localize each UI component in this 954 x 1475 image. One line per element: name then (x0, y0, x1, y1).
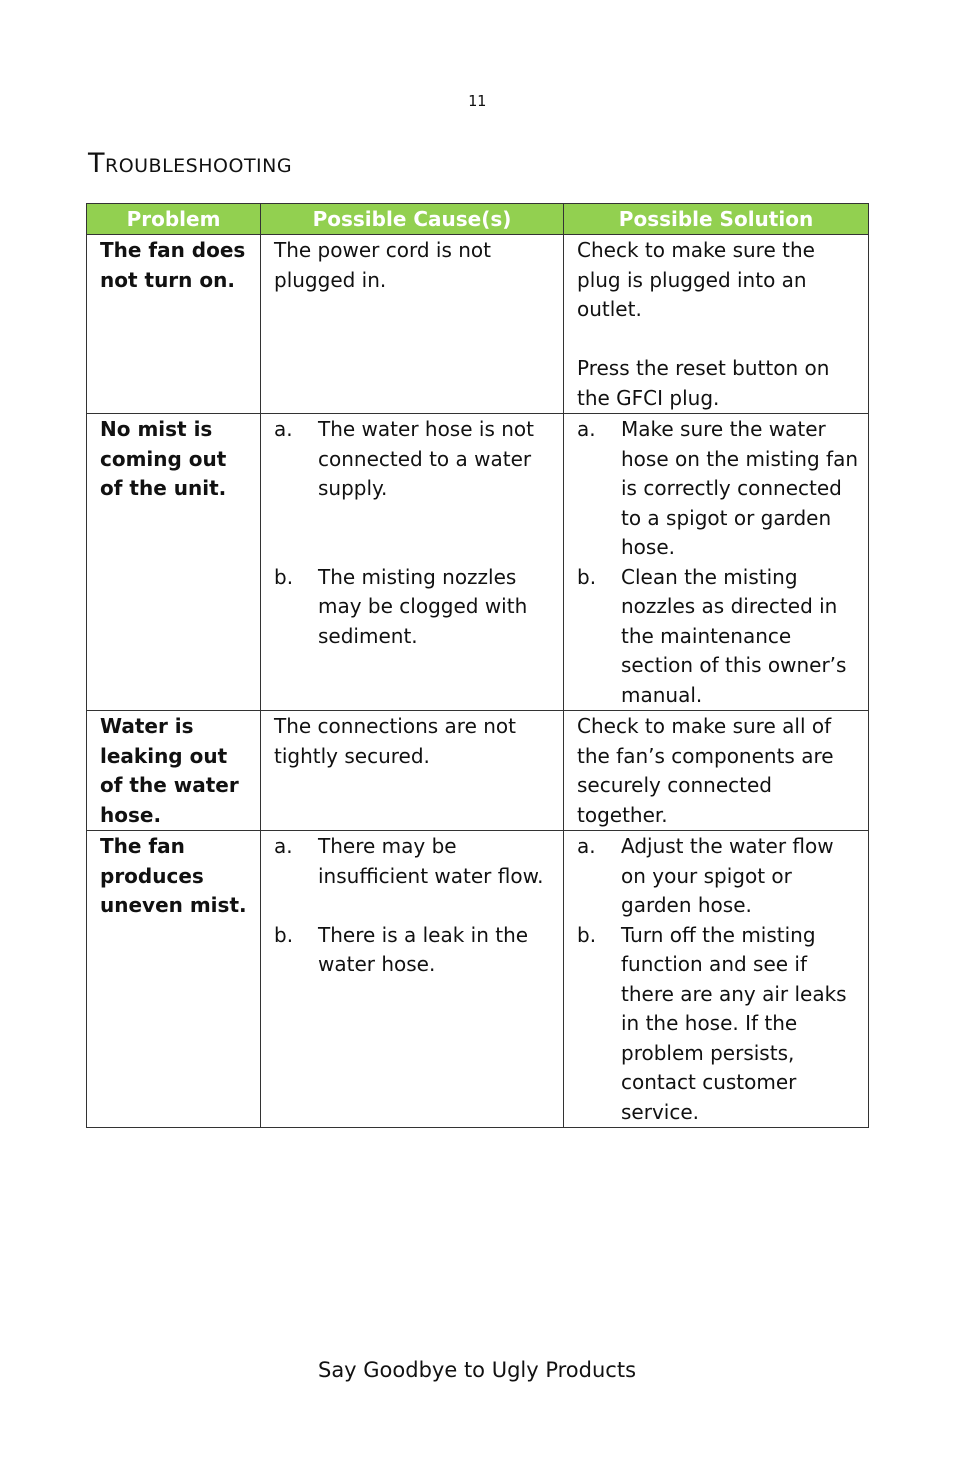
list-item-text: The water hose is not connected to a water supply. (318, 417, 534, 500)
list-marker: a. (577, 834, 596, 858)
list-item-text: There may be insufficient water flow. (318, 834, 544, 888)
problem-cell: Water is leaking out of the water hose. (87, 711, 261, 831)
solution-cell (564, 235, 869, 414)
list-item (577, 415, 860, 563)
list-item-text: There is a leak in the water hose. (318, 922, 529, 976)
footer-tagline: Say Goodbye to Ugly Products (317, 1358, 637, 1382)
list-item-text: Adjust the water flow on your spigot or garden hose. (621, 834, 834, 917)
solution-text: Press the reset button on the GFCI plug. (577, 356, 830, 410)
solution-cell (564, 414, 869, 711)
table-row (87, 711, 869, 831)
troubleshooting-table (86, 203, 869, 1128)
list-marker: a. (274, 417, 293, 441)
list-item (577, 832, 860, 921)
list-marker: a. (577, 417, 596, 441)
solution-text: Check to make sure the plug is plugged into an outlet. (577, 238, 815, 321)
page-number: 11 (467, 92, 487, 110)
table-header-row (87, 204, 869, 235)
cause-cell: The power cord is not plugged in. (261, 235, 564, 414)
list-marker: b. (577, 564, 597, 589)
list-marker: b. (274, 922, 294, 947)
table-row (87, 414, 869, 711)
page-title: Troubleshooting (88, 148, 293, 179)
problem-cell: The fan produces uneven mist. (87, 831, 261, 1128)
table-row (87, 831, 869, 1128)
list-item-text: Turn off the misting function and see if there are any air leaks in the hose. If the problem persists, contact customer service. (621, 922, 847, 1124)
problem-cell: No mist is coming out of the unit. (87, 414, 261, 711)
list-item (577, 921, 860, 1128)
header-problem: Problem (87, 204, 261, 235)
list-marker: b. (577, 922, 597, 947)
header-cause: Possible Cause(s) (261, 204, 564, 235)
list-item (274, 921, 555, 980)
table-row (87, 235, 869, 414)
solution-cell: Check to make sure all of the fan’s components are securely connected together. (564, 711, 869, 831)
problem-cell: The fan does not turn on. (87, 235, 261, 414)
list-marker: a. (274, 834, 293, 858)
header-solution: Possible Solution (564, 204, 869, 235)
list-item (274, 832, 555, 891)
list-item-text: Make sure the water hose on the misting fan is correctly connected to a spigot or garden hose. (621, 417, 859, 559)
list-item (577, 563, 860, 711)
list-item-text: The misting nozzles may be clogged with sediment. (318, 564, 528, 648)
list-item-text: Clean the misting nozzles as directed in the maintenance section of this owner’s manual. (621, 564, 847, 707)
list-marker: b. (274, 564, 294, 589)
cause-cell: The connections are not tightly secured. (261, 711, 564, 831)
cause-cell (261, 414, 564, 711)
list-item (274, 563, 555, 652)
cause-cell (261, 831, 564, 1128)
solution-cell (564, 831, 869, 1128)
list-item (274, 415, 555, 504)
